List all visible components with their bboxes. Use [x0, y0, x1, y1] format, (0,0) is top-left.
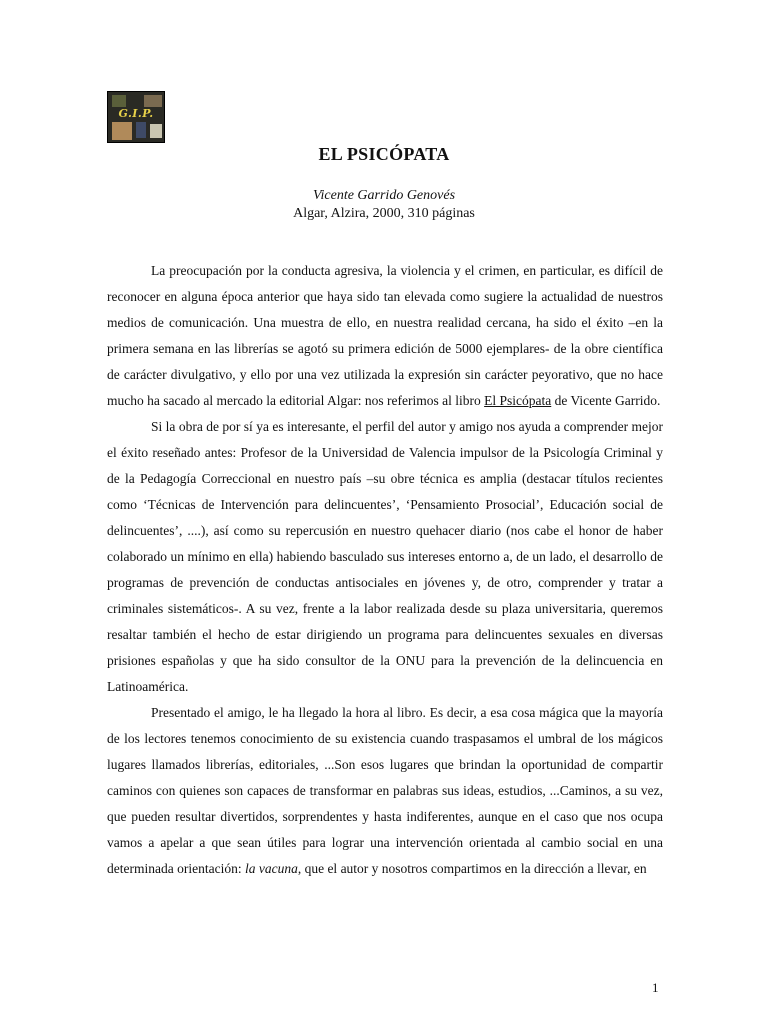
page-number: 1: [652, 980, 659, 995]
paragraph-3-text: Presentado el amigo, le ha llegado la hora al libro. Es decir, a esa cosa mágica que la mayoría de los lectores tenemos conocimiento de su existencia cuando traspasamos el umbral de los mágicos lugares llamados librerías, editoriales, ...Son esos lugares que brindan la oportunidad de compartir caminos con quienes son capaces de transformar en palabras sus ideas, estudios, ...Caminos, a su vez, que pueden resultar divertidos, sorprendentes y hasta indiferentes, aunque en el caso que nos ocupa vamos a apelar a que sean útiles para lograr una intervención orientada al cambio social en una determinada orientación:: [107, 705, 663, 876]
paragraph-1-text: La preocupación por la conducta agresiva, la violencia y el crimen, en particular, es difícil de reconocer en alguna época anterior que haya sido tan elevada como sugiere la actualidad de nuestros medios de comunicación. Una muestra de ello, en nuestra realidad cercana, ha sido el éxito –en la primera semana en las librerías se agotó su primera edición de 5000 ejemplares- de la obre científica de carácter divulgativo, y ello por una vez utilizada la expresión sin carácter peyorativo, que no hace mucho ha sacado al mercado la editorial Algar: nos referimos al libro: [107, 263, 663, 408]
body-text: [107, 258, 663, 882]
gip-logo: [107, 91, 165, 143]
author-name: Vicente Garrido Genovés: [312, 188, 456, 203]
paragraph-1: [107, 258, 663, 414]
logo-tile: [144, 95, 162, 107]
logo-tile: [112, 95, 126, 107]
logo-tile: [112, 122, 132, 140]
paragraph-3-end: , que el autor y nosotros compartimos en la dirección a llevar, en: [297, 861, 647, 876]
paragraph-2: Si la obra de por sí ya es interesante, el perfil del autor y amigo nos ayuda a comprender mejor el éxito reseñado antes: Profesor de la Universidad de Valencia impulsor de la Psicología Criminal y de la Pedagogía Correccional en nuestro país –su obre técnica es amplia (destacar títulos recientes como ‘Técnicas de Intervención para delincuentes’, ‘Pensamiento Prosocial’, Educación social de delincuentes’, ....), así como su repercusión en nuestro quehacer diario (nos cabe el honor de haber colaborado un mínimo en ella) habiendo basculado sus intereses entorno a, de un lado, el desarrollo de programas de prevención de conductas antisociales en jóvenes y, de otro, comprender y tratar a criminales sistemáticos-. A su vez, frente a la labor realizada desde su plaza universitaria, queremos resaltar también el hecho de estar dirigiendo un programa para delincuentes sexuales en diversas prisiones españolas y que ha sido consultor de la ONU para la prevención de la delincuencia en Latinoamérica.: [107, 419, 663, 694]
logo-text: G.I.P.: [118, 107, 154, 120]
logo-tile: [150, 124, 162, 138]
publication-info: Algar, Alzira, 2000, 310 páginas: [293, 206, 475, 221]
emphasis-text: la vacuna: [244, 861, 298, 876]
paragraph-3: [107, 700, 663, 882]
logo-tile: [136, 122, 146, 138]
document-title: EL PSICÓPATA: [318, 144, 450, 164]
paragraph-1-end: de Vicente Garrido.: [551, 393, 661, 408]
book-title-underlined: El Psicópata: [484, 393, 552, 408]
